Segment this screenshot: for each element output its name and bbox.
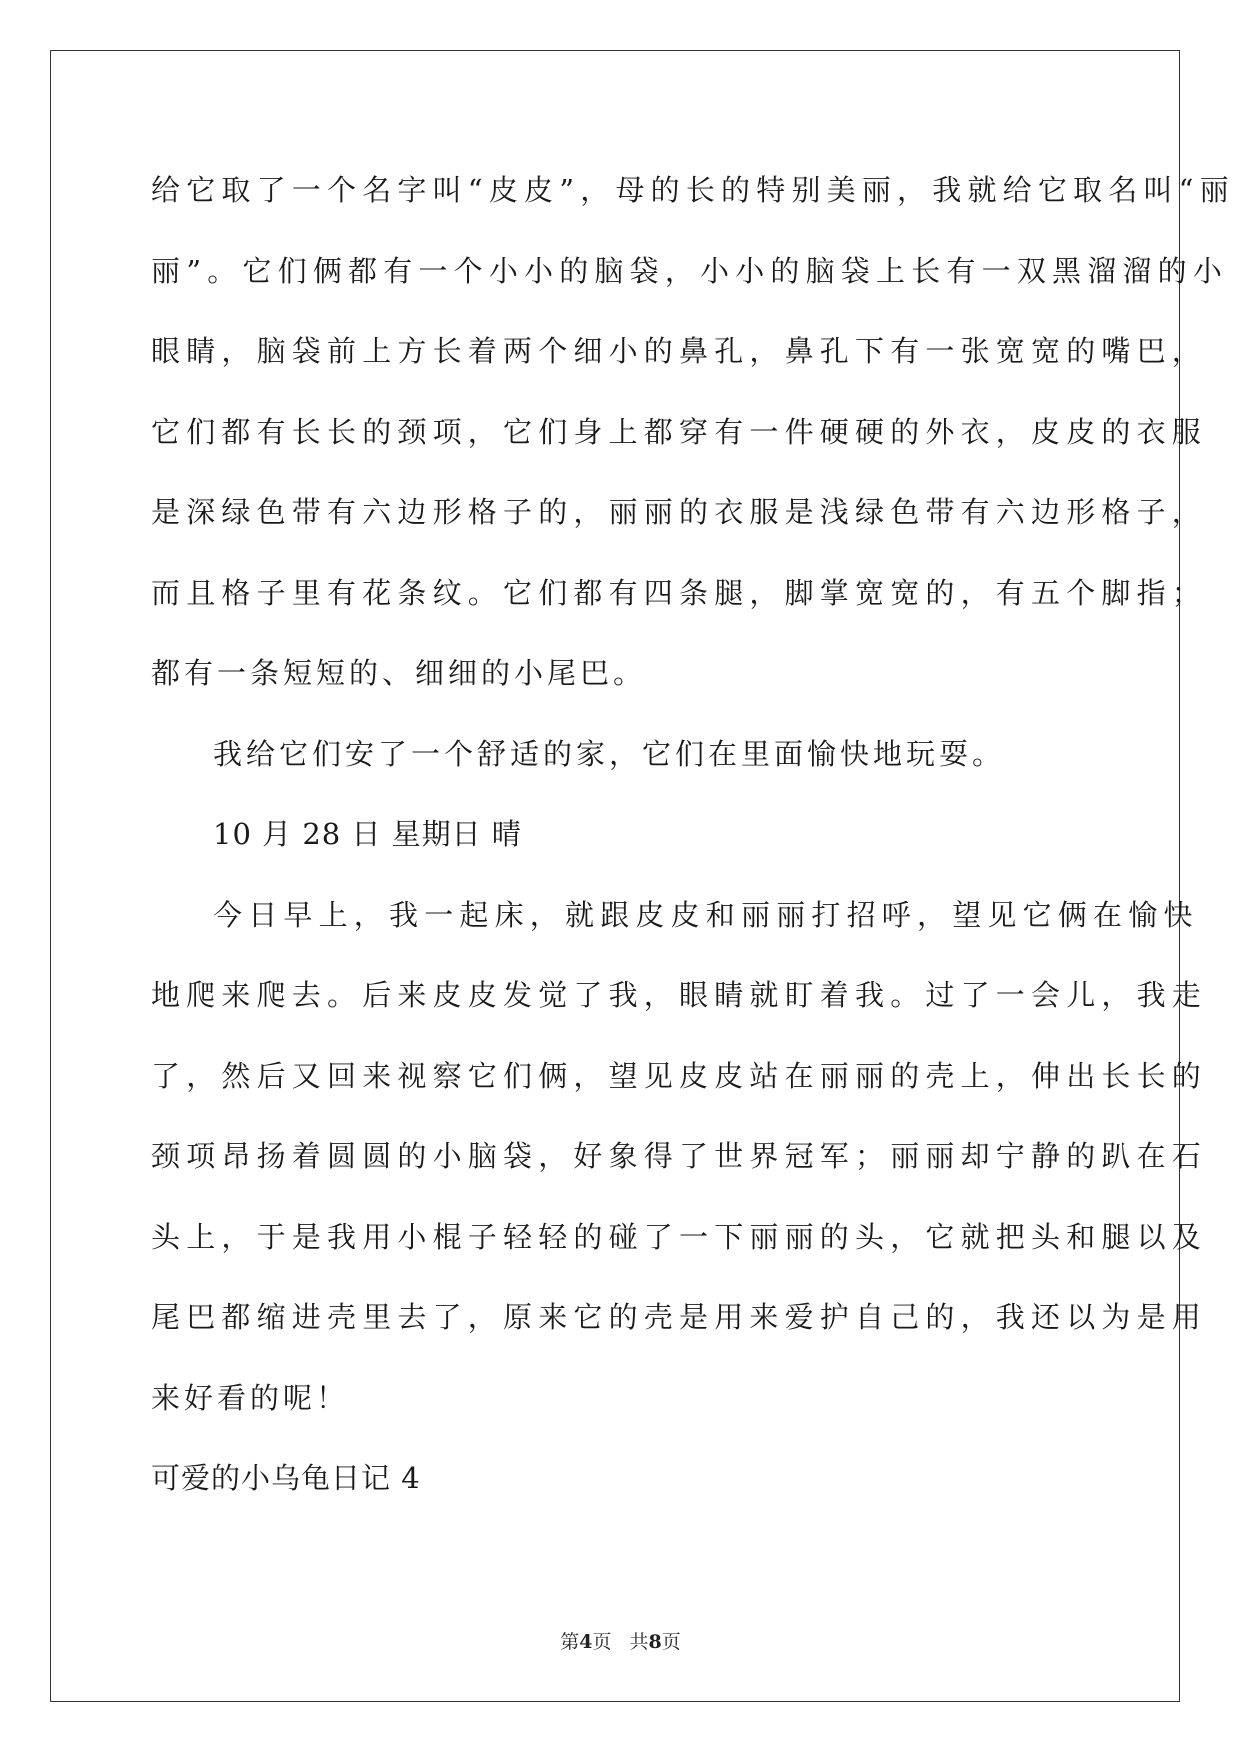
page-footer [0, 1627, 1241, 1654]
text-line: 它们都有长长的颈项，它们身上都穿有一件硬硬的外衣，皮皮的衣服 [151, 414, 1208, 449]
section-title: 可爱的小乌龟日记 4 [151, 1461, 421, 1495]
page-suffix: 页 [592, 1631, 612, 1653]
text-line: 丽”。它们俩都有一个小小的脑袋，小小的脑袋上长有一双黑溜溜的小 [151, 253, 1229, 288]
text-line: 了，然后又回来视察它们俩，望见皮皮站在丽丽的壳上，伸出长长的 [151, 1058, 1208, 1093]
document-body [151, 150, 1235, 1519]
text-line: 是深绿色带有六边形格子的，丽丽的衣服是浅绿色带有六边形格子， [151, 495, 1208, 529]
text-line: 地爬来爬去。后来皮皮发觉了我，眼睛就盯着我。过了一会儿，我走 [151, 978, 1208, 1012]
paragraph-home: 我给它们安了一个舒适的家，它们在里面愉快地玩耍。 [213, 736, 1006, 771]
text-line: 眼睛，脑袋前上方长着两个细小的鼻孔，鼻孔下有一张宽宽的嘴巴， [151, 334, 1208, 368]
text-line: 尾巴都缩进壳里去了，原来它的壳是用来爱护自己的，我还以为是用 [151, 1300, 1208, 1334]
text-line: 都有一条短短的、细细的小尾巴。 [151, 656, 647, 690]
total-pages: 8 [648, 1631, 662, 1653]
text-line: 给它取了一个名字叫“皮皮”，母的长的特别美丽，我就给它取名叫“丽 [151, 173, 1235, 207]
text-line: 今日早上，我一起床，就跟皮皮和丽丽打招呼，望见它俩在愉快 [213, 897, 1199, 932]
diary-date: 10 月 28 日 星期日 晴 [213, 817, 522, 851]
text-line: 而且格子里有花条纹。它们都有四条腿，脚掌宽宽的，有五个脚指； [151, 575, 1208, 610]
total-suffix: 页 [661, 1631, 681, 1653]
page-number: 4 [579, 1631, 593, 1653]
total-prefix: 共 [629, 1631, 649, 1653]
page-prefix: 第 [560, 1631, 580, 1653]
text-line: 颈项昂扬着圆圆的小脑袋，好象得了世界冠军；丽丽却宁静的趴在石 [151, 1139, 1208, 1173]
text-line: 头上，于是我用小棍子轻轻的碰了一下丽丽的头，它就把头和腿以及 [151, 1219, 1208, 1254]
text-line: 来好看的呢！ [151, 1380, 350, 1415]
